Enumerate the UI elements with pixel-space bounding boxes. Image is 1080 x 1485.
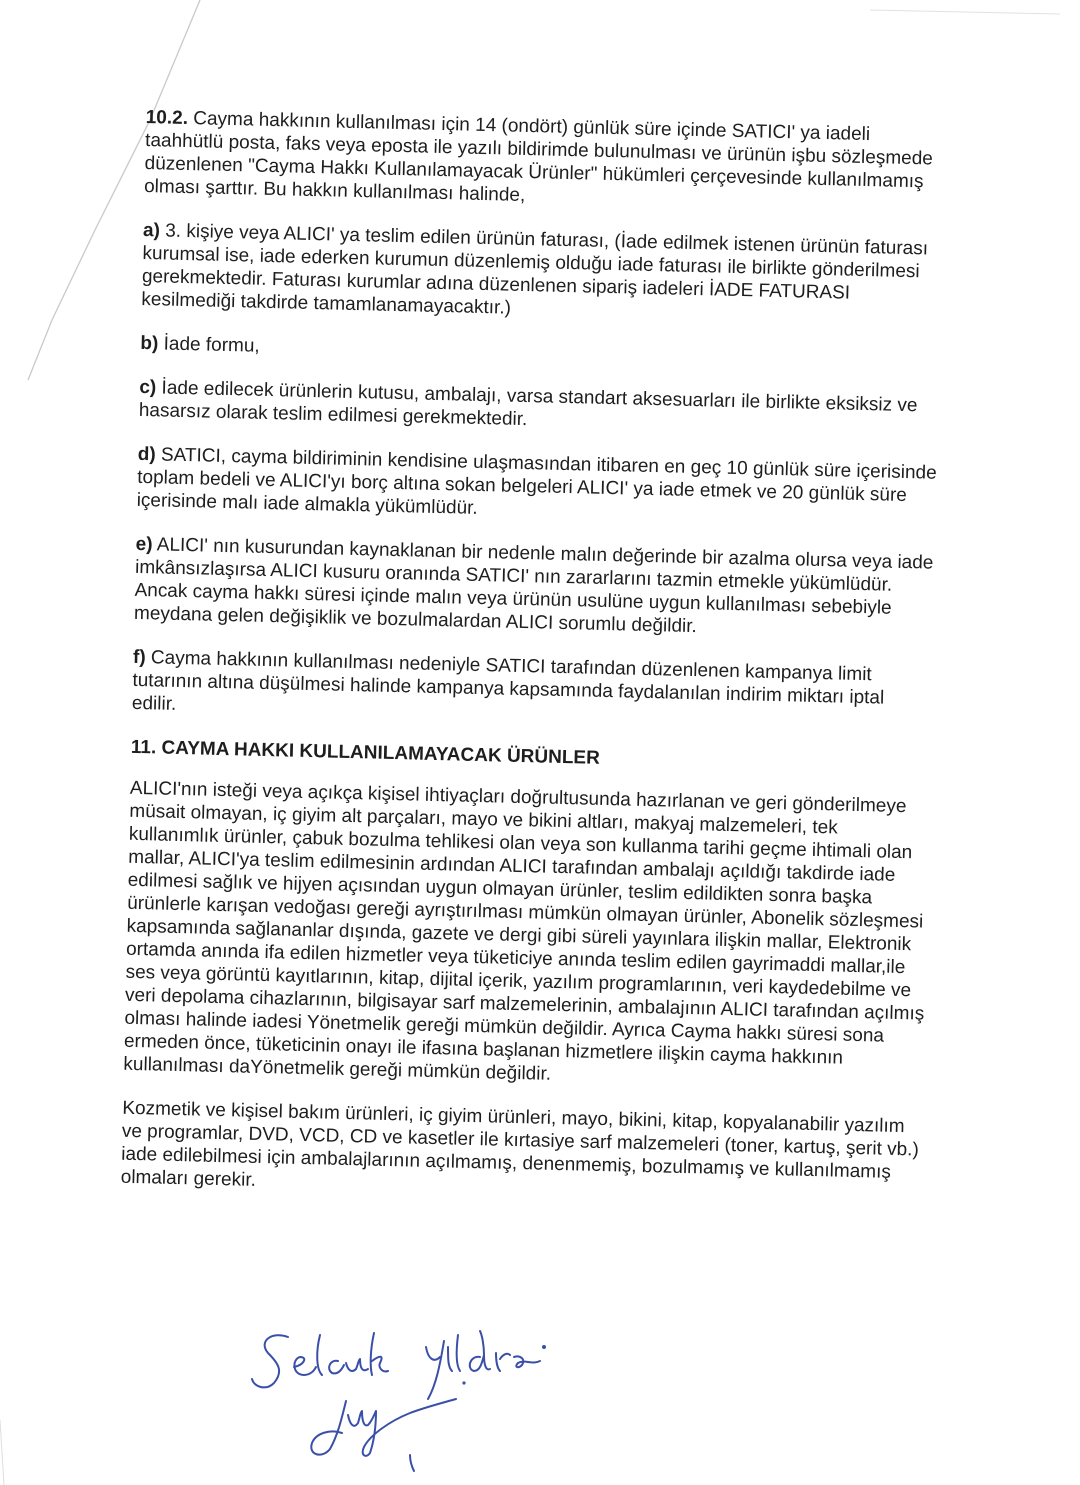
list-item-a xyxy=(141,219,943,330)
item-text: SATICI, cayma bildiriminin kendisine ulaşmasından itibaren en geç 10 günlük süre içerisinde toplam bedeli ve ALICI'yı borç altına sokan belgeleri ALICI' ya iade etmek ve 20 günlük süre içerisinde malı iade almakla yükümlüdür. xyxy=(136,444,937,519)
clause-number: 10.2. xyxy=(145,106,189,129)
list-item-d xyxy=(136,443,937,531)
section-heading: 11. CAYMA HAKKI KULLANILAMAYACAK ÜRÜNLER xyxy=(130,736,601,769)
list-item-f xyxy=(132,646,933,734)
item-label: f) xyxy=(132,646,146,669)
section-paragraph-1: ALICI'nın isteği veya açıkça kişisel ihtiyaçları doğrultusunda hazırlanan ve geri gönderilmeye müsait olmayan, iç giyim alt parçaları, mayo ve bikini altları, makyaj malzemeleri, tek kullanımlık ürünler, çabuk bozulma tehlikesi olan veya son kullanma tarihi geçme ihtimali olan mallar, ALICI'ya teslim edilmesinin ardından ALICI tarafından ambalajı açıldığı takdirde iade edilmesi sağlık ve hijyen açısından uygun olmayan ürünler, teslim edildikten sonra başka ürünlerle karışan vedoğası gereği ayrıştırılması mümkün olmayan ürünler, Abonelik sözleşmesi kapsamında sağlananlar dışında, gazete ve dergi gibi süreli yayınlara ilişkin mallar, Elektronik ortamda anında ifa edilen hizmetler veya tüketiciye anında teslim edilen gayrimaddi mallar,ile ses veya görüntü kayıtlarının, kitap, dijital içerik, yazılım programlarının, veri kaydedebilme ve veri depolama cihazlarının, bilgisayar sarf malzemelerinin, ambalajının ALICI tarafından açılmış olması halinde iadesi Yönetmelik gereği mümkün değildir. Ayrıca Cayma hakkı süresi sona ermeden önce, tüketicinin onayı ile ifasına başlanan hizmetlere ilişkin cayma hakkının kullanılması daYönetmelik gereği mümkün değildir. xyxy=(123,777,925,1085)
item-text: İade formu, xyxy=(163,333,260,357)
item-text: 3. kişiye veya ALICI' ya teslim edilen ürünün faturası, (İade edilmek istenen ürünün faturası kurumsal ise, iade ederken kurumun düzenlemiş olduğu iade faturası ile birlikte gönderilmesi gerekmektedir. Faturası kurumlar adına düzenlenen sipariş iadeleri İADE FATURASI kesilmediği takdirde tamamlanamayacaktır.) xyxy=(141,220,929,319)
item-text: İade edilecek ürünlerin kutusu, ambalajı, varsa standart aksesuarları ile birlikte eksiksiz ve hasarsız olarak teslim edilmesi gerekmektedir. xyxy=(138,377,918,431)
section-paragraph-2: Kozmetik ve kişisel bakım ürünleri, iç giyim ürünleri, mayo, bikini, kitap, kopyalanabilir yazılım ve programlar, DVD, VCD, CD ve kasetler ile kırtasiye sarf malzemeleri (toner, kartuş, şerit vb.) iade edilebilmesi için ambalajlarının açılmamış, denenmemiş, bozulmamış ve kullanılmamış olmaları gerekir. xyxy=(120,1097,920,1191)
clause-text: Cayma hakkının kullanılması için 14 (ondört) günlük süre içinde SATICI' ya iadeli taahhütlü posta, faks veya eposta ile yazılı bildirimde bulunulması ve ürünün işbu sözleşmede düzenlenen "Cayma Hakkı Kullanılamayacak Ürünler" hükümleri çerçevesinde kullanılmamış olması şarttır. Bu hakkın kullanılması halinde, xyxy=(143,108,934,206)
item-label: c) xyxy=(139,376,157,399)
item-text: ALICI' nın kusurundan kaynaklanan bir nedenle malın değerinde bir azalma olursa veya iade imkânsızlaşırsa ALICI kusuru oranında SATICI' nın zararlarını tazmin etmekle yükümlüdür. Ancak cayma hakkı süresi içinde malın veya ürünün usulüne uygun kullanılması sebebiyle meydana gelen değişiklik ve bozulmalardan ALICI sorumlu değildir. xyxy=(133,534,934,638)
item-label: d) xyxy=(137,443,156,466)
item-label: a) xyxy=(142,219,161,242)
clause-10-2 xyxy=(144,106,946,217)
list-item-c xyxy=(139,376,940,441)
item-label: b) xyxy=(140,332,159,355)
handwritten-signature xyxy=(250,1325,560,1475)
list-item-b xyxy=(140,332,940,374)
list-item-e xyxy=(134,533,936,644)
item-label: e) xyxy=(135,533,153,556)
document-body xyxy=(120,106,946,1229)
item-text: Cayma hakkının kullanılması nedeniyle SATICI tarafından düzenlenen kampanya limit tutarının altına düşülmesi halinde kampanya kapsamında faydalanılan indirim miktarı iptal edilir. xyxy=(131,647,885,715)
